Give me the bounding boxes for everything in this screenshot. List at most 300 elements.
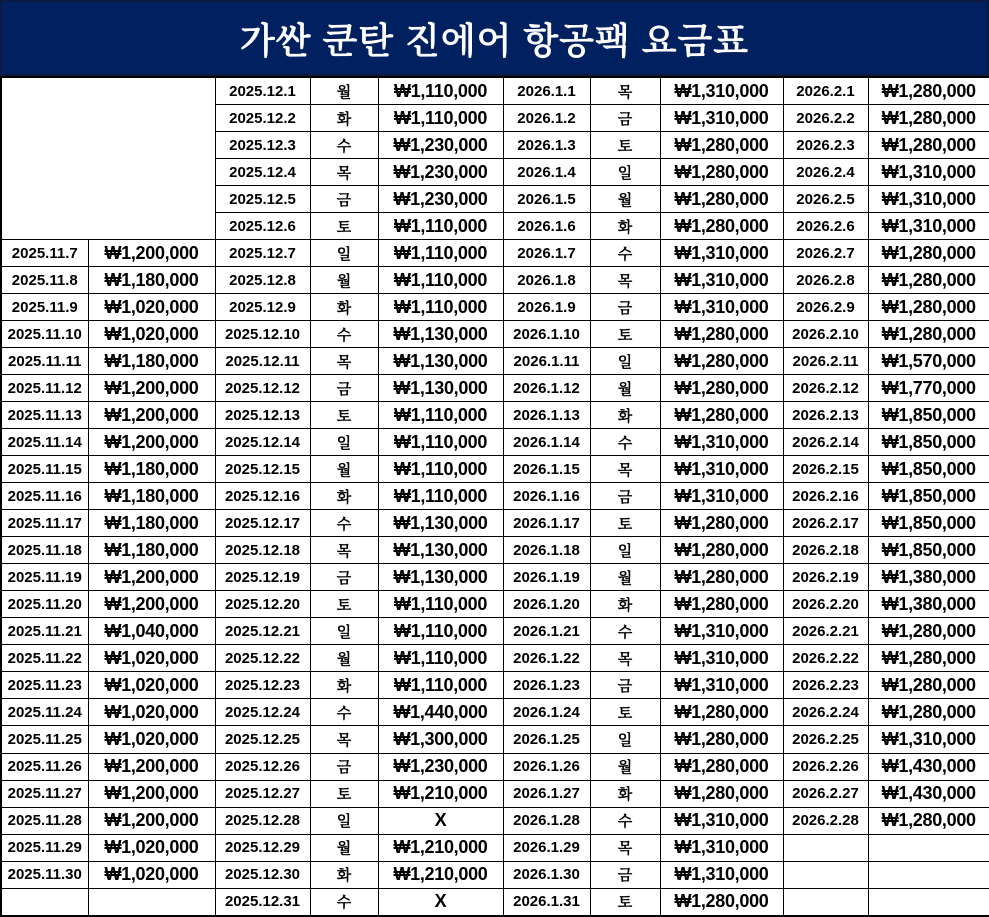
feb-date-cell: 2026.2.25 [783, 726, 868, 753]
jan-day-cell: 금 [590, 105, 660, 132]
table-row [1, 591, 989, 618]
dec-day-cell: 수 [310, 510, 378, 537]
jan-date-cell: 2026.1.5 [503, 186, 590, 213]
table-row [1, 618, 989, 645]
dec-price-cell: ₩1,210,000 [378, 780, 503, 807]
dec-day-cell: 일 [310, 618, 378, 645]
jan-price-cell: ₩1,280,000 [660, 780, 783, 807]
feb-price-cell: ₩1,280,000 [868, 77, 989, 105]
jan-date-cell: 2026.1.7 [503, 240, 590, 267]
feb-date-cell: 2026.2.10 [783, 321, 868, 348]
jan-day-cell: 목 [590, 645, 660, 672]
jan-day-cell: 금 [590, 294, 660, 321]
jan-date-cell: 2026.1.29 [503, 834, 590, 861]
table-row [1, 645, 989, 672]
dec-price-cell: ₩1,230,000 [378, 132, 503, 159]
dec-date-cell: 2025.12.30 [215, 861, 310, 888]
feb-price-cell [868, 834, 989, 861]
dec-price-cell: ₩1,110,000 [378, 618, 503, 645]
jan-day-cell: 토 [590, 510, 660, 537]
feb-date-cell: 2026.2.17 [783, 510, 868, 537]
feb-price-cell: ₩1,850,000 [868, 483, 989, 510]
nov-price-cell: ₩1,180,000 [88, 483, 215, 510]
jan-day-cell: 일 [590, 159, 660, 186]
jan-day-cell: 일 [590, 726, 660, 753]
nov-date-cell: 2025.11.28 [1, 807, 88, 834]
dec-price-cell: ₩1,210,000 [378, 861, 503, 888]
feb-date-cell: 2026.2.28 [783, 807, 868, 834]
feb-price-cell: ₩1,280,000 [868, 267, 989, 294]
dec-day-cell: 토 [310, 780, 378, 807]
dec-price-cell: ₩1,300,000 [378, 726, 503, 753]
jan-day-cell: 월 [590, 375, 660, 402]
feb-price-cell: ₩1,310,000 [868, 726, 989, 753]
jan-date-cell: 2026.1.15 [503, 456, 590, 483]
table-row [1, 321, 989, 348]
dec-date-cell: 2025.12.23 [215, 672, 310, 699]
table-row [1, 834, 989, 861]
nov-price-cell: ₩1,020,000 [88, 834, 215, 861]
jan-price-cell: ₩1,280,000 [660, 753, 783, 780]
dec-price-cell: X [378, 888, 503, 916]
jan-date-cell: 2026.1.6 [503, 213, 590, 240]
nov-date-cell: 2025.11.19 [1, 564, 88, 591]
dec-price-cell: ₩1,210,000 [378, 834, 503, 861]
nov-date-cell: 2025.11.13 [1, 402, 88, 429]
feb-date-cell: 2026.2.5 [783, 186, 868, 213]
feb-date-cell: 2026.2.3 [783, 132, 868, 159]
nov-date-cell [1, 888, 88, 916]
nov-price-cell: ₩1,020,000 [88, 861, 215, 888]
feb-date-cell: 2026.2.13 [783, 402, 868, 429]
jan-date-cell: 2026.1.24 [503, 699, 590, 726]
nov-price-cell: ₩1,180,000 [88, 456, 215, 483]
jan-price-cell: ₩1,280,000 [660, 159, 783, 186]
nov-date-cell: 2025.11.24 [1, 699, 88, 726]
dec-date-cell: 2025.12.17 [215, 510, 310, 537]
feb-date-cell: 2026.2.15 [783, 456, 868, 483]
dec-date-cell: 2025.12.12 [215, 375, 310, 402]
feb-price-cell: ₩1,850,000 [868, 429, 989, 456]
nov-date-cell: 2025.11.23 [1, 672, 88, 699]
feb-date-cell: 2026.2.21 [783, 618, 868, 645]
jan-price-cell: ₩1,310,000 [660, 294, 783, 321]
feb-date-cell: 2026.2.14 [783, 429, 868, 456]
dec-day-cell: 월 [310, 77, 378, 105]
table-row [1, 807, 989, 834]
dec-day-cell: 목 [310, 537, 378, 564]
table-row [1, 888, 989, 916]
jan-price-cell: ₩1,310,000 [660, 240, 783, 267]
jan-day-cell: 수 [590, 618, 660, 645]
nov-price-cell: ₩1,200,000 [88, 753, 215, 780]
jan-day-cell: 금 [590, 483, 660, 510]
dec-date-cell: 2025.12.9 [215, 294, 310, 321]
feb-date-cell: 2026.2.23 [783, 672, 868, 699]
jan-day-cell: 일 [590, 537, 660, 564]
dec-price-cell: ₩1,130,000 [378, 564, 503, 591]
table-row [1, 753, 989, 780]
jan-price-cell: ₩1,310,000 [660, 834, 783, 861]
dec-date-cell: 2025.12.11 [215, 348, 310, 375]
feb-date-cell: 2026.2.1 [783, 77, 868, 105]
feb-price-cell: ₩1,850,000 [868, 510, 989, 537]
dec-price-cell: ₩1,130,000 [378, 321, 503, 348]
jan-date-cell: 2026.1.18 [503, 537, 590, 564]
jan-date-cell: 2026.1.2 [503, 105, 590, 132]
feb-price-cell: ₩1,310,000 [868, 159, 989, 186]
dec-price-cell: ₩1,110,000 [378, 672, 503, 699]
jan-date-cell: 2026.1.9 [503, 294, 590, 321]
dec-price-cell: ₩1,110,000 [378, 240, 503, 267]
dec-price-cell: ₩1,130,000 [378, 510, 503, 537]
nov-price-cell: ₩1,200,000 [88, 807, 215, 834]
jan-price-cell: ₩1,310,000 [660, 105, 783, 132]
dec-price-cell: ₩1,110,000 [378, 105, 503, 132]
jan-day-cell: 수 [590, 240, 660, 267]
jan-price-cell: ₩1,280,000 [660, 321, 783, 348]
nov-price-cell: ₩1,020,000 [88, 645, 215, 672]
jan-date-cell: 2026.1.16 [503, 483, 590, 510]
dec-day-cell: 토 [310, 591, 378, 618]
feb-date-cell: 2026.2.22 [783, 645, 868, 672]
feb-price-cell: ₩1,280,000 [868, 699, 989, 726]
jan-price-cell: ₩1,310,000 [660, 672, 783, 699]
dec-day-cell: 수 [310, 321, 378, 348]
feb-price-cell: ₩1,770,000 [868, 375, 989, 402]
nov-date-cell: 2025.11.20 [1, 591, 88, 618]
nov-price-cell: ₩1,200,000 [88, 564, 215, 591]
dec-price-cell: X [378, 807, 503, 834]
jan-date-cell: 2026.1.17 [503, 510, 590, 537]
jan-date-cell: 2026.1.23 [503, 672, 590, 699]
jan-price-cell: ₩1,280,000 [660, 564, 783, 591]
jan-date-cell: 2026.1.20 [503, 591, 590, 618]
table-row [1, 726, 989, 753]
feb-price-cell: ₩1,850,000 [868, 537, 989, 564]
jan-price-cell: ₩1,280,000 [660, 186, 783, 213]
jan-date-cell: 2026.1.13 [503, 402, 590, 429]
nov-date-cell: 2025.11.11 [1, 348, 88, 375]
dec-day-cell: 금 [310, 564, 378, 591]
dec-date-cell: 2025.12.28 [215, 807, 310, 834]
jan-day-cell: 화 [590, 402, 660, 429]
jan-date-cell: 2026.1.27 [503, 780, 590, 807]
feb-date-cell: 2026.2.6 [783, 213, 868, 240]
dec-date-cell: 2025.12.22 [215, 645, 310, 672]
jan-price-cell: ₩1,310,000 [660, 429, 783, 456]
dec-price-cell: ₩1,230,000 [378, 753, 503, 780]
dec-price-cell: ₩1,230,000 [378, 186, 503, 213]
feb-price-cell: ₩1,280,000 [868, 105, 989, 132]
feb-date-cell: 2026.2.9 [783, 294, 868, 321]
jan-date-cell: 2026.1.11 [503, 348, 590, 375]
feb-date-cell: 2026.2.16 [783, 483, 868, 510]
dec-day-cell: 목 [310, 726, 378, 753]
jan-day-cell: 월 [590, 186, 660, 213]
dec-day-cell: 목 [310, 348, 378, 375]
jan-price-cell: ₩1,280,000 [660, 402, 783, 429]
jan-date-cell: 2026.1.28 [503, 807, 590, 834]
nov-price-cell: ₩1,020,000 [88, 294, 215, 321]
jan-day-cell: 수 [590, 807, 660, 834]
jan-price-cell: ₩1,280,000 [660, 348, 783, 375]
jan-day-cell: 일 [590, 348, 660, 375]
jan-day-cell: 목 [590, 456, 660, 483]
dec-date-cell: 2025.12.7 [215, 240, 310, 267]
dec-price-cell: ₩1,130,000 [378, 348, 503, 375]
nov-date-cell: 2025.11.25 [1, 726, 88, 753]
dec-day-cell: 화 [310, 105, 378, 132]
dec-day-cell: 금 [310, 375, 378, 402]
feb-price-cell: ₩1,570,000 [868, 348, 989, 375]
dec-day-cell: 월 [310, 456, 378, 483]
jan-price-cell: ₩1,310,000 [660, 483, 783, 510]
nov-date-cell: 2025.11.27 [1, 780, 88, 807]
dec-day-cell: 금 [310, 186, 378, 213]
nov-price-cell: ₩1,200,000 [88, 375, 215, 402]
jan-price-cell: ₩1,310,000 [660, 618, 783, 645]
feb-price-cell: ₩1,430,000 [868, 780, 989, 807]
dec-day-cell: 화 [310, 294, 378, 321]
dec-day-cell: 월 [310, 267, 378, 294]
table-row [1, 429, 989, 456]
feb-date-cell: 2026.2.27 [783, 780, 868, 807]
dec-date-cell: 2025.12.3 [215, 132, 310, 159]
nov-price-cell: ₩1,180,000 [88, 267, 215, 294]
dec-date-cell: 2025.12.31 [215, 888, 310, 916]
dec-date-cell: 2025.12.4 [215, 159, 310, 186]
dec-date-cell: 2025.12.16 [215, 483, 310, 510]
table-row [1, 672, 989, 699]
nov-price-cell: ₩1,040,000 [88, 618, 215, 645]
nov-date-cell: 2025.11.15 [1, 456, 88, 483]
nov-price-cell: ₩1,020,000 [88, 321, 215, 348]
dec-day-cell: 토 [310, 402, 378, 429]
dec-price-cell: ₩1,110,000 [378, 483, 503, 510]
jan-day-cell: 토 [590, 132, 660, 159]
table-row [1, 77, 989, 105]
jan-price-cell: ₩1,280,000 [660, 213, 783, 240]
dec-date-cell: 2025.12.18 [215, 537, 310, 564]
dec-day-cell: 화 [310, 483, 378, 510]
jan-price-cell: ₩1,280,000 [660, 591, 783, 618]
jan-price-cell: ₩1,280,000 [660, 132, 783, 159]
dec-date-cell: 2025.12.5 [215, 186, 310, 213]
feb-price-cell [868, 888, 989, 916]
dec-date-cell: 2025.12.8 [215, 267, 310, 294]
jan-day-cell: 목 [590, 77, 660, 105]
nov-date-cell: 2025.11.10 [1, 321, 88, 348]
dec-date-cell: 2025.12.1 [215, 77, 310, 105]
page-title-bar [0, 0, 989, 76]
nov-price-cell: ₩1,200,000 [88, 591, 215, 618]
nov-date-cell: 2025.11.29 [1, 834, 88, 861]
nov-empty-block [1, 77, 215, 240]
jan-day-cell: 토 [590, 321, 660, 348]
dec-date-cell: 2025.12.26 [215, 753, 310, 780]
jan-date-cell: 2026.1.14 [503, 429, 590, 456]
table-row [1, 348, 989, 375]
feb-price-cell: ₩1,280,000 [868, 645, 989, 672]
jan-price-cell: ₩1,310,000 [660, 861, 783, 888]
dec-day-cell: 화 [310, 861, 378, 888]
nov-price-cell: ₩1,020,000 [88, 699, 215, 726]
feb-price-cell [868, 861, 989, 888]
nov-date-cell: 2025.11.22 [1, 645, 88, 672]
dec-price-cell: ₩1,110,000 [378, 213, 503, 240]
jan-date-cell: 2026.1.8 [503, 267, 590, 294]
dec-price-cell: ₩1,110,000 [378, 645, 503, 672]
dec-date-cell: 2025.12.15 [215, 456, 310, 483]
dec-price-cell: ₩1,110,000 [378, 77, 503, 105]
jan-date-cell: 2026.1.21 [503, 618, 590, 645]
jan-day-cell: 목 [590, 267, 660, 294]
feb-date-cell [783, 861, 868, 888]
feb-price-cell: ₩1,310,000 [868, 186, 989, 213]
nov-price-cell: ₩1,180,000 [88, 510, 215, 537]
feb-price-cell: ₩1,280,000 [868, 240, 989, 267]
feb-price-cell: ₩1,280,000 [868, 618, 989, 645]
nov-price-cell: ₩1,200,000 [88, 240, 215, 267]
jan-price-cell: ₩1,310,000 [660, 77, 783, 105]
dec-price-cell: ₩1,110,000 [378, 294, 503, 321]
jan-day-cell: 월 [590, 753, 660, 780]
jan-price-cell: ₩1,280,000 [660, 888, 783, 916]
jan-date-cell: 2026.1.26 [503, 753, 590, 780]
jan-price-cell: ₩1,280,000 [660, 375, 783, 402]
dec-price-cell: ₩1,130,000 [378, 375, 503, 402]
nov-date-cell: 2025.11.18 [1, 537, 88, 564]
dec-day-cell: 수 [310, 888, 378, 916]
feb-date-cell: 2026.2.19 [783, 564, 868, 591]
jan-date-cell: 2026.1.25 [503, 726, 590, 753]
jan-date-cell: 2026.1.4 [503, 159, 590, 186]
jan-day-cell: 금 [590, 861, 660, 888]
jan-day-cell: 화 [590, 213, 660, 240]
dec-price-cell: ₩1,440,000 [378, 699, 503, 726]
dec-day-cell: 수 [310, 132, 378, 159]
jan-day-cell: 금 [590, 672, 660, 699]
nov-price-cell: ₩1,180,000 [88, 537, 215, 564]
table-row [1, 402, 989, 429]
feb-date-cell: 2026.2.7 [783, 240, 868, 267]
dec-day-cell: 일 [310, 429, 378, 456]
feb-date-cell: 2026.2.24 [783, 699, 868, 726]
dec-day-cell: 월 [310, 834, 378, 861]
dec-day-cell: 토 [310, 213, 378, 240]
dec-date-cell: 2025.12.29 [215, 834, 310, 861]
nov-price-cell: ₩1,180,000 [88, 348, 215, 375]
feb-price-cell: ₩1,380,000 [868, 564, 989, 591]
feb-price-cell: ₩1,280,000 [868, 132, 989, 159]
nov-date-cell: 2025.11.9 [1, 294, 88, 321]
feb-date-cell: 2026.2.2 [783, 105, 868, 132]
table-row [1, 780, 989, 807]
nov-date-cell: 2025.11.17 [1, 510, 88, 537]
dec-day-cell: 목 [310, 159, 378, 186]
nov-price-cell: ₩1,020,000 [88, 672, 215, 699]
dec-date-cell: 2025.12.6 [215, 213, 310, 240]
feb-price-cell: ₩1,280,000 [868, 807, 989, 834]
jan-date-cell: 2026.1.19 [503, 564, 590, 591]
jan-price-cell: ₩1,280,000 [660, 699, 783, 726]
feb-date-cell [783, 888, 868, 916]
dec-date-cell: 2025.12.10 [215, 321, 310, 348]
jan-date-cell: 2026.1.3 [503, 132, 590, 159]
nov-date-cell: 2025.11.12 [1, 375, 88, 402]
feb-price-cell: ₩1,380,000 [868, 591, 989, 618]
jan-date-cell: 2026.1.1 [503, 77, 590, 105]
table-row [1, 267, 989, 294]
jan-day-cell: 월 [590, 564, 660, 591]
feb-price-cell: ₩1,310,000 [868, 213, 989, 240]
jan-price-cell: ₩1,310,000 [660, 645, 783, 672]
page-title: 가싼 쿤탄 진에어 항공팩 요금표 [239, 19, 750, 61]
nov-price-cell: ₩1,020,000 [88, 726, 215, 753]
table-row [1, 294, 989, 321]
dec-date-cell: 2025.12.20 [215, 591, 310, 618]
table-row [1, 456, 989, 483]
jan-date-cell: 2026.1.10 [503, 321, 590, 348]
dec-date-cell: 2025.12.24 [215, 699, 310, 726]
jan-date-cell: 2026.1.31 [503, 888, 590, 916]
nov-date-cell: 2025.11.21 [1, 618, 88, 645]
dec-price-cell: ₩1,130,000 [378, 537, 503, 564]
table-row [1, 861, 989, 888]
dec-date-cell: 2025.12.27 [215, 780, 310, 807]
jan-day-cell: 수 [590, 429, 660, 456]
dec-day-cell: 일 [310, 240, 378, 267]
dec-price-cell: ₩1,110,000 [378, 591, 503, 618]
jan-day-cell: 화 [590, 780, 660, 807]
jan-day-cell: 화 [590, 591, 660, 618]
dec-price-cell: ₩1,110,000 [378, 456, 503, 483]
feb-date-cell: 2026.2.26 [783, 753, 868, 780]
table-row [1, 699, 989, 726]
table-row [1, 564, 989, 591]
feb-date-cell: 2026.2.18 [783, 537, 868, 564]
nov-price-cell [88, 888, 215, 916]
jan-price-cell: ₩1,310,000 [660, 267, 783, 294]
feb-date-cell: 2026.2.20 [783, 591, 868, 618]
table-row [1, 537, 989, 564]
dec-day-cell: 일 [310, 807, 378, 834]
jan-date-cell: 2026.1.30 [503, 861, 590, 888]
jan-price-cell: ₩1,310,000 [660, 456, 783, 483]
nov-date-cell: 2025.11.16 [1, 483, 88, 510]
feb-price-cell: ₩1,280,000 [868, 672, 989, 699]
feb-price-cell: ₩1,850,000 [868, 456, 989, 483]
dec-price-cell: ₩1,230,000 [378, 159, 503, 186]
fare-table [0, 76, 989, 917]
fare-table-body [1, 77, 989, 916]
nov-date-cell: 2025.11.8 [1, 267, 88, 294]
dec-date-cell: 2025.12.19 [215, 564, 310, 591]
dec-date-cell: 2025.12.25 [215, 726, 310, 753]
nov-date-cell: 2025.11.26 [1, 753, 88, 780]
nov-price-cell: ₩1,200,000 [88, 402, 215, 429]
dec-date-cell: 2025.12.21 [215, 618, 310, 645]
feb-price-cell: ₩1,850,000 [868, 402, 989, 429]
dec-day-cell: 화 [310, 672, 378, 699]
feb-price-cell: ₩1,280,000 [868, 321, 989, 348]
dec-price-cell: ₩1,110,000 [378, 429, 503, 456]
jan-price-cell: ₩1,310,000 [660, 807, 783, 834]
nov-date-cell: 2025.11.14 [1, 429, 88, 456]
dec-day-cell: 월 [310, 645, 378, 672]
table-row [1, 510, 989, 537]
